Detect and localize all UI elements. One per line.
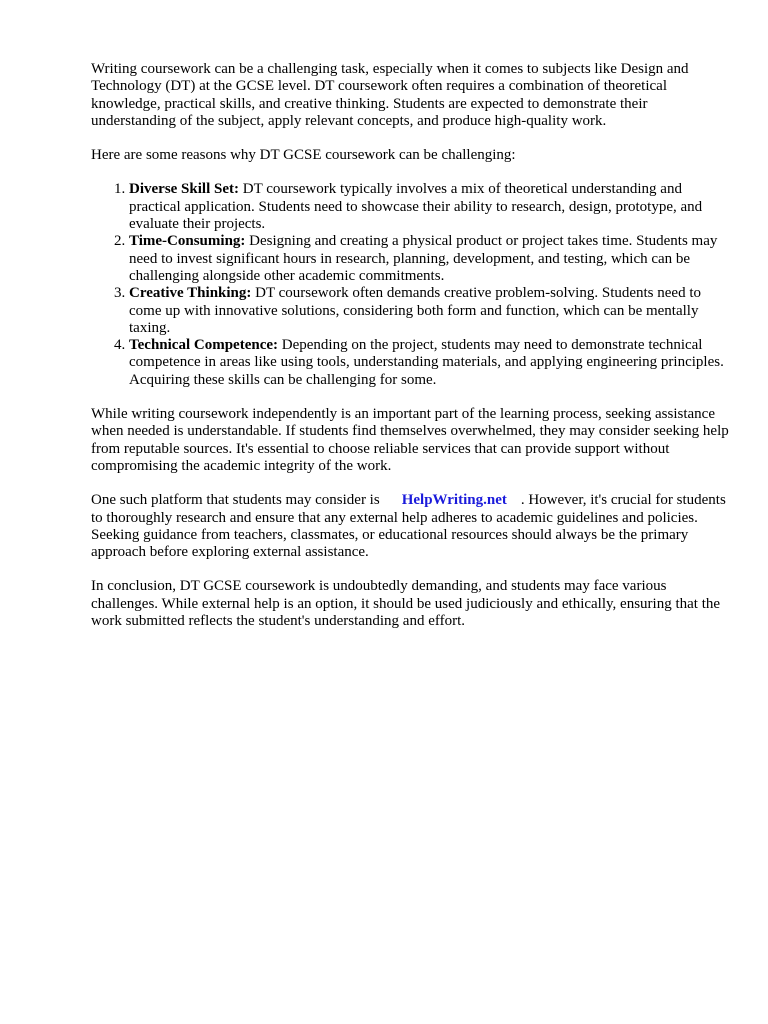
list-item: [129, 337, 731, 389]
reason-term: Creative Thinking:: [129, 285, 252, 302]
list-item: [129, 285, 731, 337]
reasons-list: [91, 181, 731, 389]
assistance-paragraph: While writing coursework independently is an important part of the learning process, seeking assistance when needed is understandable. If students find themselves overwhelmed, they may consider seeking help from reputable sources. It's essential to choose reliable services that can provide support without compromising the academic integrity of the work.: [91, 406, 729, 474]
reason-text: DT coursework typically involves a mix of theoretical understanding and practical application. Students need to showcase their ability to research, design, prototype, and evaluate their projects.: [129, 181, 703, 233]
reason-text: DT coursework often demands creative problem-solving. Students need to come up with innovative solutions, considering both form and function, which can be mentally taxing.: [129, 285, 702, 336]
reason-term: Technical Competence:: [129, 337, 279, 354]
reasons-heading: Here are some reasons why DT GCSE coursework can be challenging:: [91, 147, 516, 164]
list-item: [129, 233, 731, 285]
reason-text: Designing and creating a physical product or project takes time. Students may need to invest significant hours in research, planning, development, and testing, which can be challenging alongside other academic commitments.: [129, 233, 718, 284]
document-page: [91, 61, 731, 647]
platform-text-before: One such platform that students may consider is: [91, 492, 380, 509]
intro-paragraph: Writing coursework can be a challenging task, especially when it comes to subjects like Design and Technology (DT) at the GCSE level. DT coursework often requires a combination of theoretical knowledge, practical skills, and creative thinking. Students are expected to demonstrate their understanding of the subject, apply relevant concepts, and produce high-quality work.: [91, 61, 689, 129]
helpwriting-link[interactable]: HelpWriting.net: [401, 492, 507, 509]
platform-text-after: . However, it's crucial for students to thoroughly research and ensure that any external help adheres to academic guidelines and policies. Seeking guidance from teachers, classmates, or educational resources should always be the primary approach before exploring external assistance.: [91, 492, 726, 561]
reason-term: Time-Consuming:: [129, 233, 246, 250]
list-item: [129, 181, 731, 233]
platform-paragraph: [91, 492, 731, 561]
reason-term: Diverse Skill Set:: [129, 181, 239, 198]
reason-text: Depending on the project, students may need to demonstrate technical competence in areas like using tools, understanding materials, and applying engineering principles. Acquiring these skills can be challenging for some.: [129, 337, 724, 388]
conclusion-paragraph: In conclusion, DT GCSE coursework is undoubtedly demanding, and students may face various challenges. While external help is an option, it should be used judiciously and ethically, ensuring that the work submitted reflects the student's understanding and effort.: [91, 578, 721, 630]
